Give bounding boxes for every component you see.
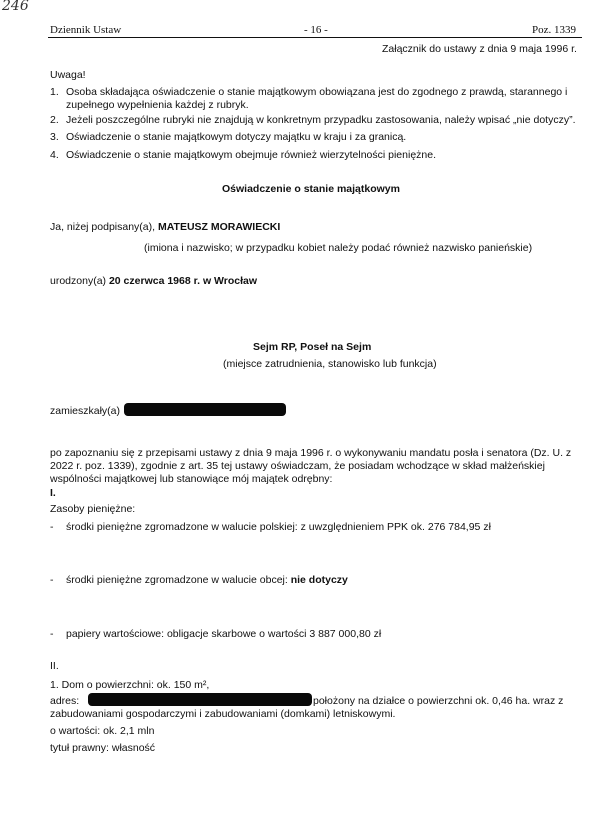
legal-title: tytuł prawny: własność	[50, 742, 156, 754]
declaration-title: Oświadczenie o stanie majątkowym	[222, 183, 400, 195]
signer-name: MATEUSZ MORAWIECKI	[157, 221, 281, 233]
cash-foreign	[66, 574, 348, 586]
notice-item-number: 3.	[50, 131, 59, 143]
list-dash: -	[50, 628, 54, 640]
statement-line: po zapoznaniu się z przepisami ustawy z dnia 9 maja 1996 r. o wykonywaniu mandatu posła i senatora (Dz. U. z	[50, 447, 572, 459]
securities: papiery wartościowe: obligacje skarbowe o wartości 3 887 000,80 zł	[66, 628, 382, 640]
notice-title: Uwaga!	[50, 69, 86, 81]
header-rule	[48, 37, 582, 38]
residence-label: zamieszkały(a)	[50, 405, 121, 417]
signer-line	[50, 221, 280, 233]
notice-item-text: Oświadczenie o stanie majątkowym obejmuje również wierzytelności pieniężne.	[66, 149, 437, 161]
notice-item-number: 1.	[50, 86, 59, 98]
house-area: 1. Dom o powierzchni: ok. 150 m²,	[50, 679, 210, 691]
plot-description: położony na działce o powierzchni ok. 0,46 ha. wraz z	[313, 695, 564, 707]
notice-item-text: Jeżeli poszczególne rubryki nie znajdują w konkretnym przypadku zastosowania, należy wpisać „nie dotyczy”.	[66, 114, 576, 126]
address-redaction	[88, 693, 312, 706]
notice-item-text: Oświadczenie o stanie majątkowym dotyczy majątku w kraju i za granicą.	[66, 131, 407, 143]
statement-line: wspólności majątkowej lub stanowiące mój majątek odrębny:	[50, 473, 333, 485]
plot-description-continued: zabudowaniami gospodarczymi i zabudowaniami (domkami) letniskowymi.	[50, 708, 396, 720]
cash-pln: środki pieniężne zgromadzone w walucie polskiej: z uwzględnieniem PPK ok. 276 784,95 zł	[66, 521, 491, 533]
employment-caption: (miejsce zatrudnienia, stanowisko lub funkcja)	[223, 358, 437, 370]
notice-item-text-continued: zupełnego wypełnienia każdej z rubryk.	[66, 99, 249, 111]
address-label: adres:	[50, 695, 80, 707]
signer-prefix: Ja, niżej podpisany(a),	[50, 221, 158, 233]
section-1-numeral: I.	[50, 487, 56, 499]
list-dash: -	[50, 574, 54, 586]
section-1-heading: Zasoby pieniężne:	[50, 503, 136, 515]
list-dash: -	[50, 521, 54, 533]
signer-caption: (imiona i nazwisko; w przypadku kobiet należy podać również nazwisko panieńskie)	[144, 242, 533, 254]
birth-value: 20 czerwca 1968 r. w Wrocław	[108, 275, 258, 287]
handwritten-page-number: 246	[2, 0, 29, 14]
attachment-note: Załącznik do ustawy z dnia 9 maja 1996 r.	[382, 43, 577, 55]
journal-title: Dziennik Ustaw	[50, 24, 122, 36]
birth-prefix: urodzony(a)	[50, 275, 109, 287]
position-number: Poz. 1339	[532, 24, 576, 36]
notice-item-number: 2.	[50, 114, 59, 126]
cash-foreign-label: środki pieniężne zgromadzone w walucie obcej:	[66, 574, 291, 586]
birth-line	[50, 275, 257, 287]
section-2-numeral: II.	[50, 660, 59, 672]
notice-item-text: Osoba składająca oświadczenie o stanie majątkowym obowiązana jest do zgodnego z prawdą, starannego i	[66, 86, 568, 98]
page-number: - 16 -	[304, 24, 328, 36]
statement-line: 2022 r. poz. 1339), zgodnie z art. 35 tej ustawy oświadczam, że posiadam wchodzące w skład małżeńskiej	[50, 460, 545, 472]
cash-foreign-value: nie dotyczy	[290, 574, 348, 586]
residence-redaction	[124, 403, 286, 416]
house-value: o wartości: ok. 2,1 mln	[50, 725, 155, 737]
employment-value: Sejm RP, Poseł na Sejm	[253, 341, 372, 353]
notice-item-number: 4.	[50, 149, 59, 161]
